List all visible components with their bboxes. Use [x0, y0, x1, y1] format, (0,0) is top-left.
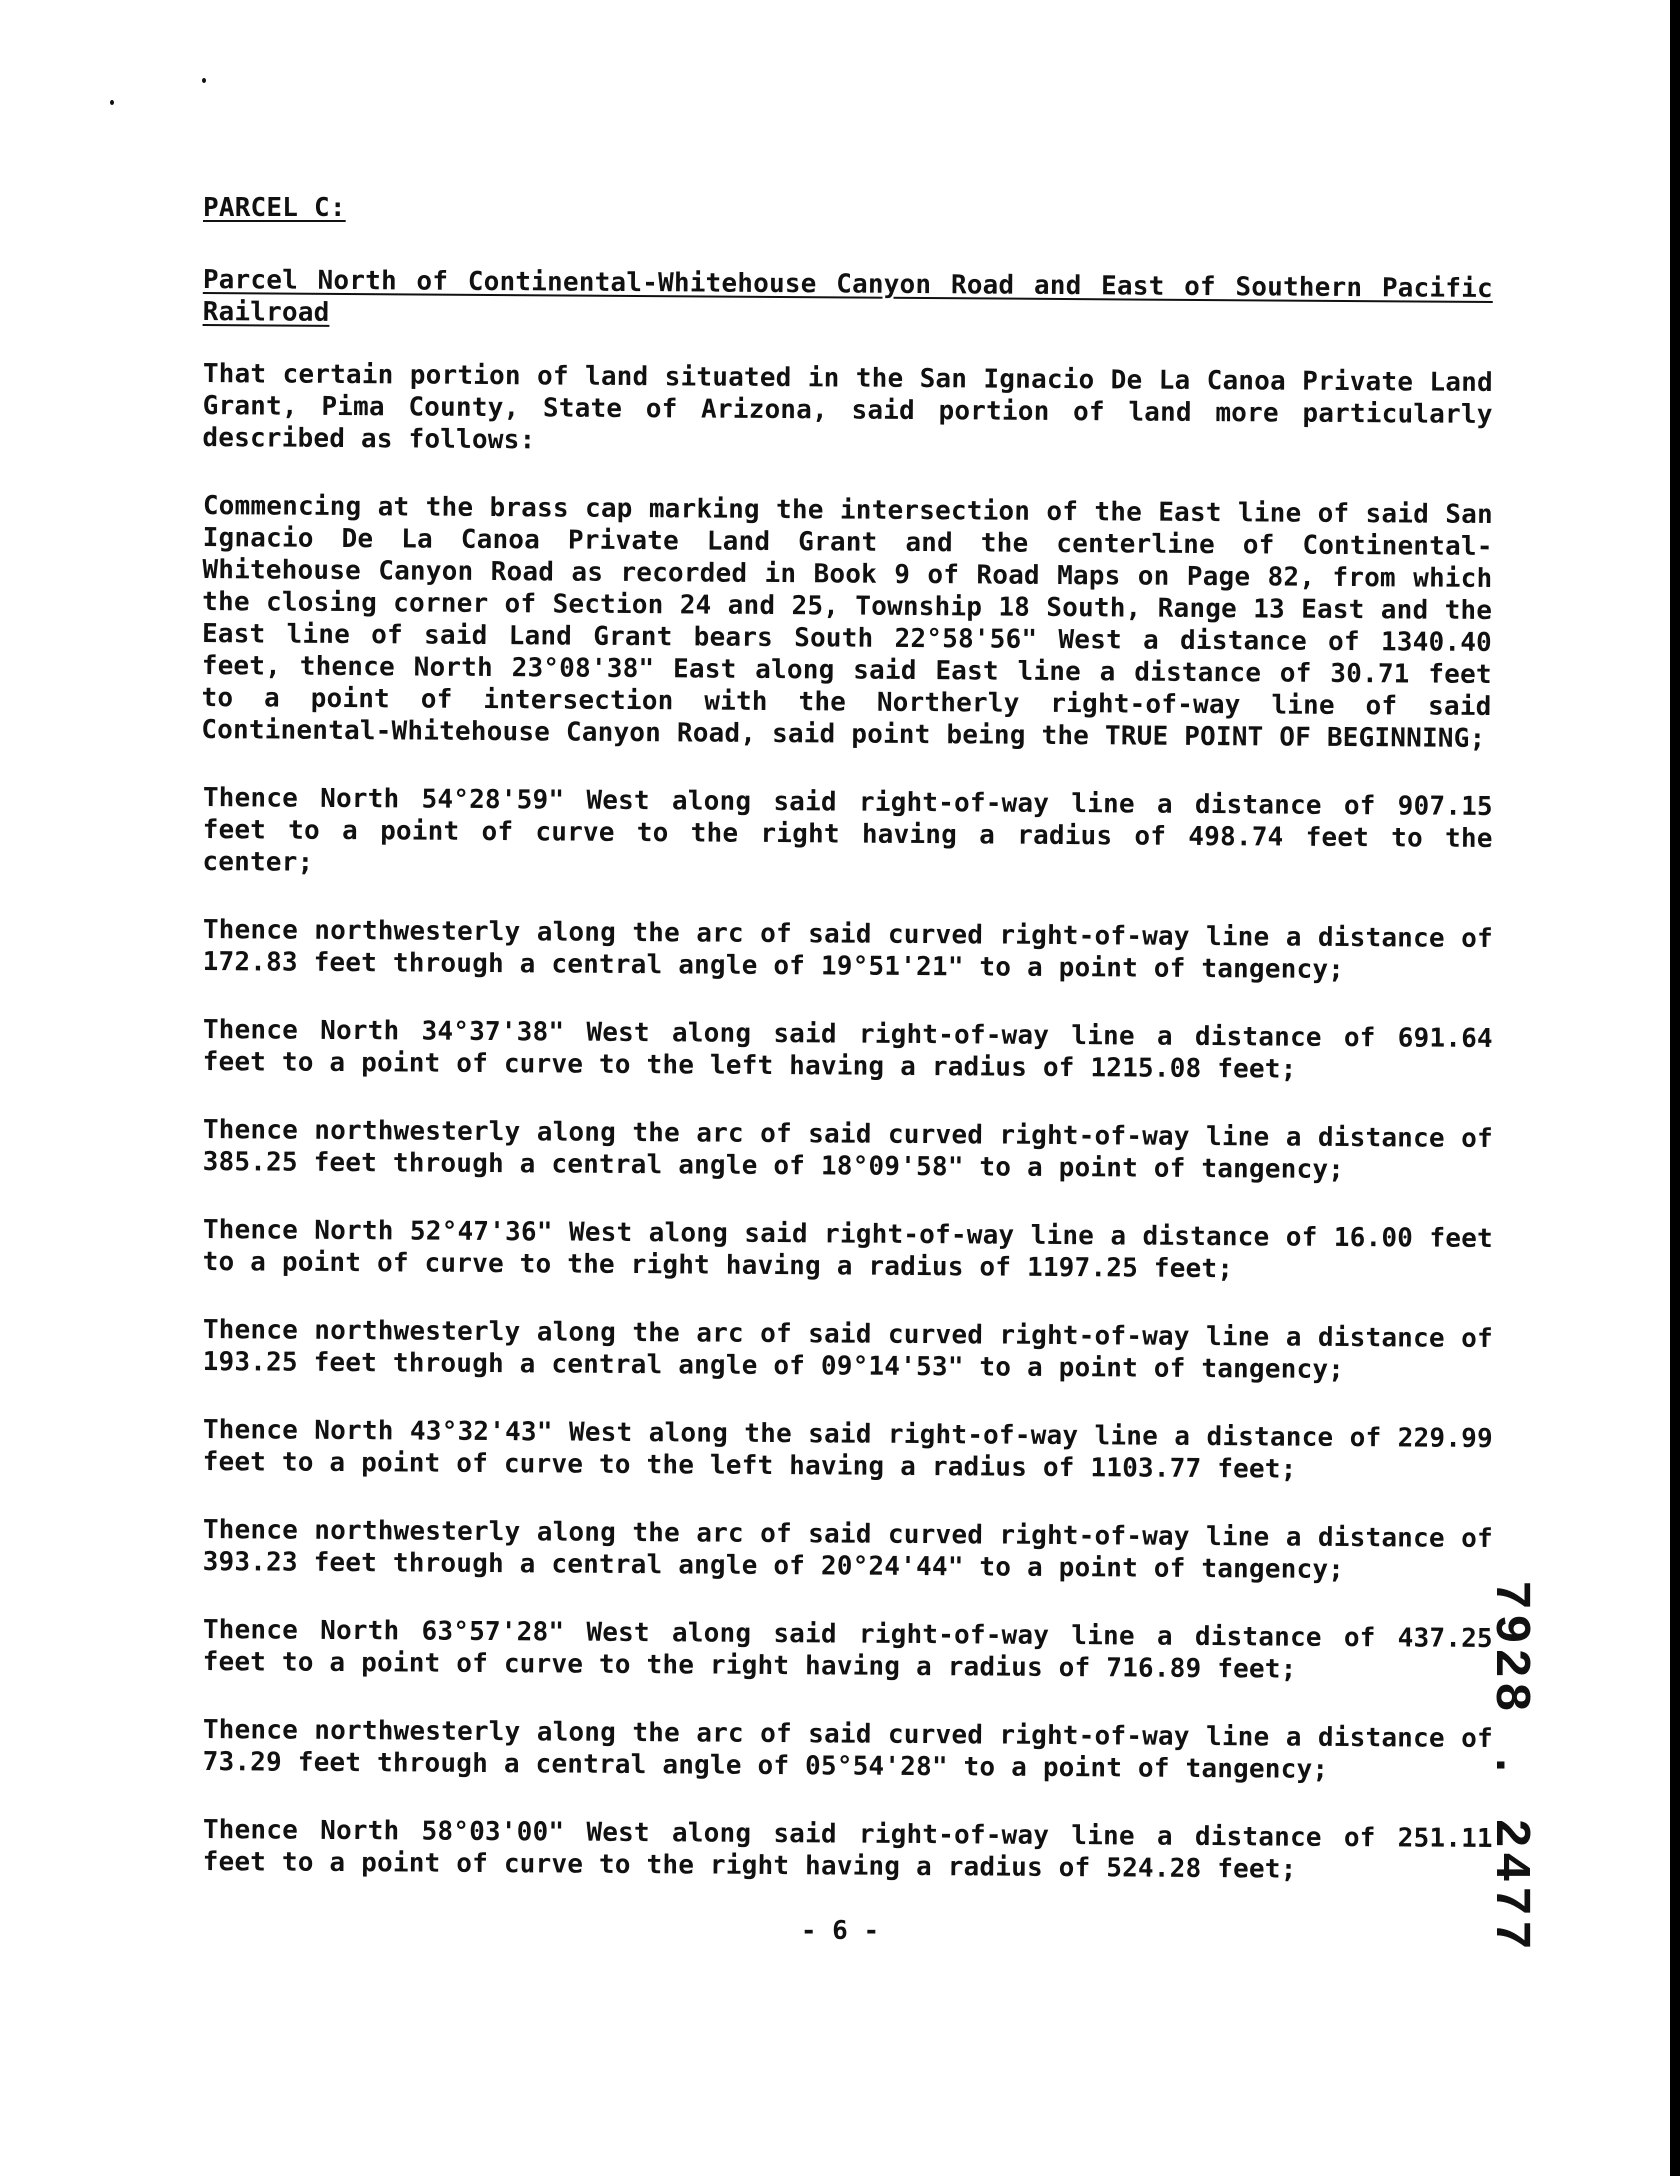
paragraph: Thence North 54°28'59" West along said right-of-way line a distance of 907.15 feet to a point of curve to the right having a radius of 498.74 feet to the center;	[202, 783, 1493, 878]
paragraph: Thence northwesterly along the arc of said curved right-of-way line a distance of 385.25 feet through a central angle of 18°09'58" to a point of tangency;	[202, 1115, 1493, 1185]
paragraph: Thence northwesterly along the arc of said curved right-of-way line a distance of 193.25 feet through a central angle of 09°14'53" to a point of tangency;	[202, 1315, 1493, 1385]
paragraph: That certain portion of land situated in the San Ignacio De La Canoa Private Land Grant, Pima County, State of Arizona, said portion of land more particularly described as follows:	[202, 358, 1493, 456]
paragraph: Thence North 52°47'36" West along said right-of-way line a distance of 16.00 feet to a point of curve to the right having a radius of 1197.25 feet;	[202, 1215, 1493, 1285]
parcel-subheading: Parcel North of Continental-Whitehouse Canyon Road and East of Southern Pacific Railroad	[202, 264, 1493, 328]
page-number: - 6 -	[800, 1916, 880, 1946]
paragraph: Thence northwesterly along the arc of said curved right-of-way line a distance of 393.23 feet through a central angle of 20°24'44" to a point of tangency;	[202, 1515, 1493, 1585]
parcel-heading: PARCEL C:	[203, 193, 346, 223]
document-body	[203, 192, 1493, 1914]
paragraph: Thence North 58°03'00" West along said right-of-way line a distance of 251.11 feet to a point of curve to the right having a radius of 524.28 feet;	[202, 1815, 1493, 1885]
scan-speck	[110, 100, 114, 105]
scan-edge	[1670, 0, 1680, 2176]
paragraph: Thence North 63°57'28" West along said right-of-way line a distance of 437.25 feet to a point of curve to the right having a radius of 716.89 feet;	[202, 1615, 1493, 1685]
paragraph: Thence northwesterly along the arc of said curved right-of-way line a distance of 73.29 feet through a central angle of 05°54'28" to a point of tangency;	[202, 1715, 1493, 1785]
paragraph: Thence North 43°32'43" West along the said right-of-way line a distance of 229.99 feet to a point of curve to the left having a radius of 1103.77 feet;	[202, 1415, 1493, 1485]
paragraph: Thence North 34°37'38" West along said right-of-way line a distance of 691.64 feet to a point of curve to the left having a radius of 1215.08 feet;	[202, 1015, 1493, 1085]
document-stamp: 7928 . 2477	[1481, 1580, 1538, 1955]
paragraph: Commencing at the brass cap marking the intersection of the East line of said San Ignacio De La Canoa Private Land Grant and the centerline of Continental-Whitehouse Canyon Road as recorded in Book 9 of Road Maps on Page 82, from which the closing corner of Section 24 and 25, Township 18 South, Range 13 East and the East line of said Land Grant bears South 22°58'56" West a distance of 1340.40 feet, thence North 23°08'38" East along said East line a distance of 30.71 feet to a point of intersection with the Northerly right-of-way line of said Continental-Whitehouse Canyon Road, said point being the TRUE POINT OF BEGINNING;	[201, 490, 1493, 754]
scan-speck	[202, 78, 206, 83]
paragraph: Thence northwesterly along the arc of said curved right-of-way line a distance of 172.83 feet through a central angle of 19°51'21" to a point of tangency;	[202, 915, 1493, 985]
